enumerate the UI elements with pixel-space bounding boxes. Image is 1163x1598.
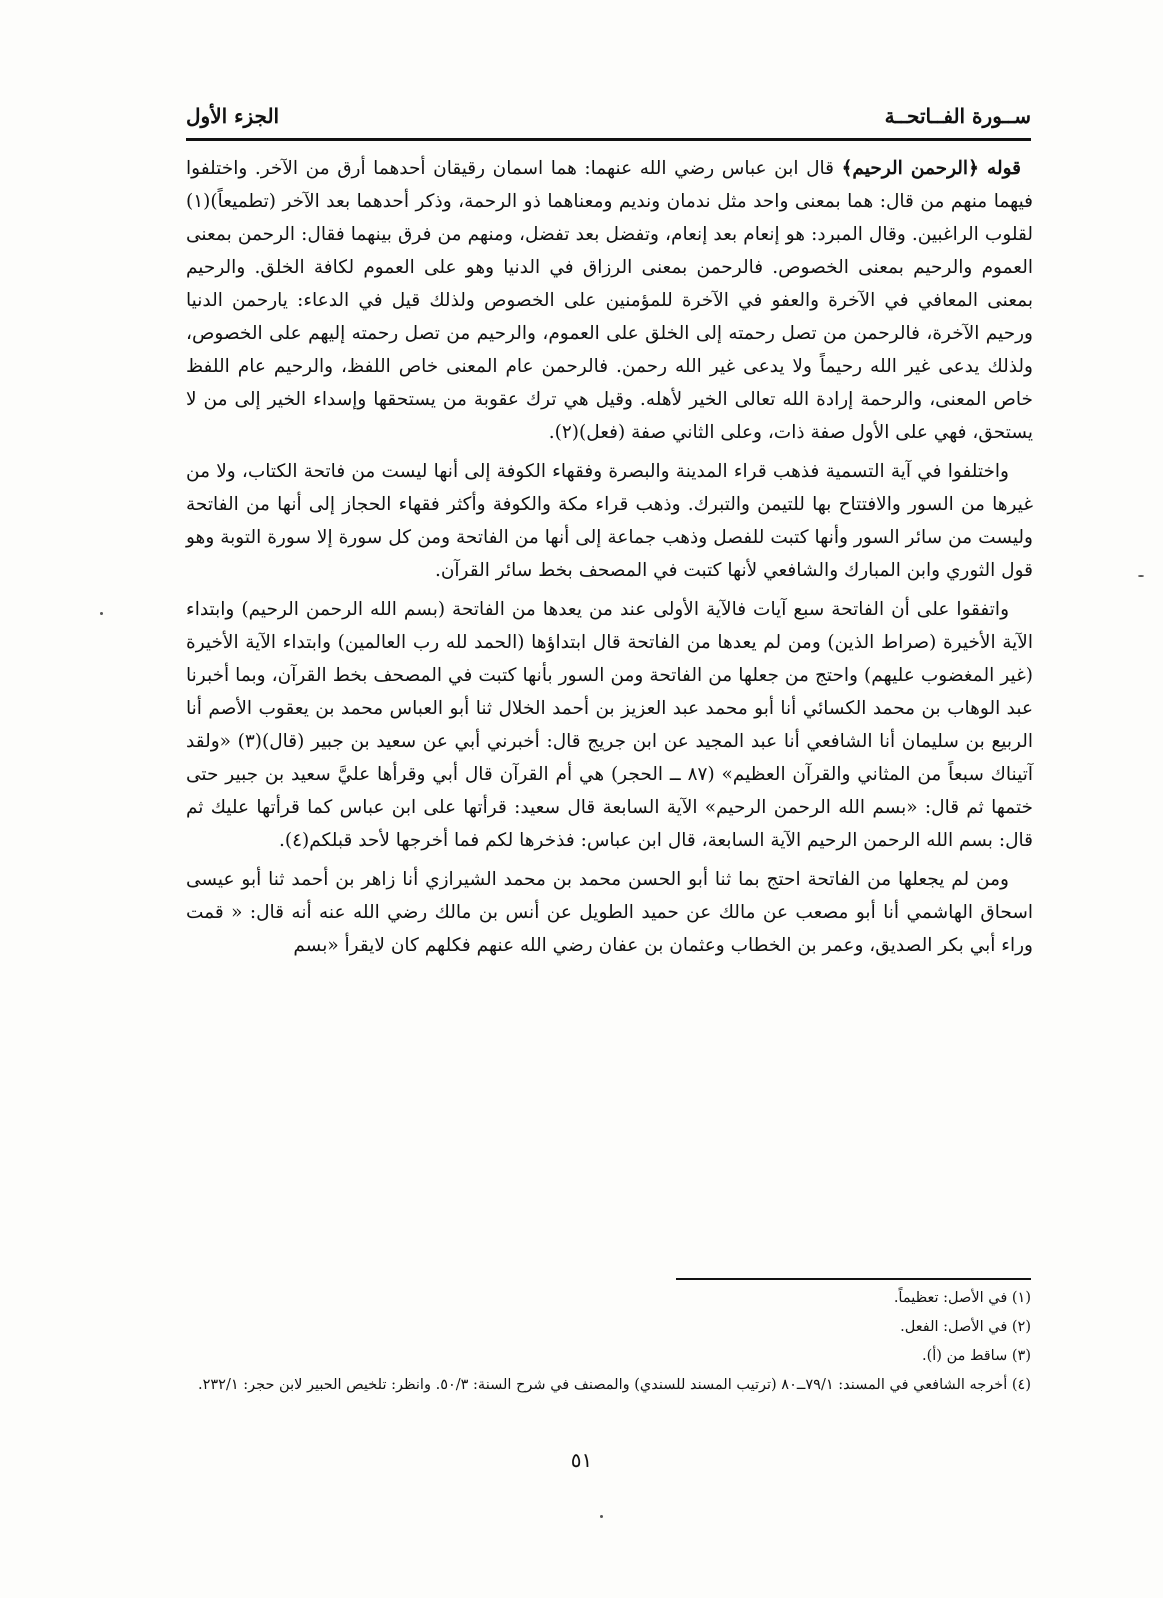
footnote-4: (٤) أخرجه الشافعي في المسند: ٧٩/١ــ٨٠ (ترتيب المسند للسندي) والمصنف في شرح السنة: ٥٠/٣. وانظر: تلخيص الحبير لابن حجر: ٢٣٢/١. (197, 1377, 1031, 1393)
header-rule (186, 138, 1031, 141)
footnote-rule (676, 1278, 1031, 1280)
paragraph-2: واختلفوا في آية التسمية فذهب قراء المدينة والبصرة وفقهاء الكوفة إلى أنها ليست من فاتحة الكتاب، ولا من غيرها من السور والافتتاح بها للتيمن والتبرك. وذهب قراء مكة والكوفة وأكثر فقهاء الحجاز إلى أنها من الفاتحة وليست من سائر السور وأنها كتبت للفصل وذهب جماعة إلى أنها من الفاتحة ومن كل سورة إلا سورة التوبة وهو قول الثوري وابن المبارك والشافعي لأنها كتبت في المصحف بخط سائر القرآن. (186, 461, 1033, 581)
paragraph-3: واتفقوا على أن الفاتحة سبع آيات فالآية الأولى عند من يعدها من الفاتحة (بسم الله الرحمن الرحيم) وابتداء الآية الأخيرة (صراط الذين) ومن لم يعدها من الفاتحة قال ابتداؤها (الحمد لله رب العالمين) وابتداء الآية الأخيرة (غير المغضوب عليهم) واحتج من جعلها من الفاتحة ومن السور بأنها كتبت في المصحف بخط القرآن، وبما أخبرنا عبد الوهاب بن محمد الكسائي أنا أبو محمد عبد العزيز بن أحمد الخلال ثنا أبو العباس محمد بن يعقوب الأصم أنا الربيع بن سليمان أنا الشافعي أنا عبد المجيد عن ابن جريج قال: أخبرني أبي عن سعيد بن جبير (قال)(٣) «ولقد آتيناك سبعاً من المثاني والقرآن العظيم» (٨٧ ــ الحجر) هي أم القرآن قال أبي وقرأها عليَّ سعيد بن جبير حتى ختمها ثم قال: «بسم الله الرحمن الرحيم» الآية السابعة قال سعيد: قرأتها على ابن عباس كما قرأتها عليك ثم قال: بسم الله الرحمن الرحيم الآية السابعة، قال ابن عباس: فذخرها لكم فما أخرجها لأحد قبلكم(٤). (186, 599, 1033, 851)
footnote-2: (٢) في الأصل: الفعل. (900, 1319, 1031, 1335)
main-text (186, 152, 1033, 968)
footnote-3: (٣) ساقط من (أ). (922, 1348, 1031, 1364)
running-header (186, 98, 1031, 134)
header-surah-title: ســورة الفــاتحــة (884, 104, 1031, 128)
footnote-1: (١) في الأصل: تعظيماً. (893, 1290, 1031, 1306)
header-part-title: الجزء الأول (186, 104, 280, 128)
paragraph-text: قال ابن عباس رضي الله عنهما: هما اسمان رقيقان أحدهما أرق من الآخر. واختلفوا فيهما منهم من قال: هما بمعنى واحد مثل ندمان ونديم ومعناهما ذو الرحمة، وذكر أحدهما بعد الآخر (تطميعاً)(١) لقلوب الراغبين. وقال المبرد: هو إنعام بعد إنعام، وتفضل بعد تفضل، ومنهم من فرق بينهما فقال: الرحمن بمعنى العموم والرحيم بمعنى الخصوص. فالرحمن بمعنى الرزاق في الدنيا وهو على العموم لكافة الخلق. والرحيم بمعنى المعافي في الآخرة والعفو في الآخرة للمؤمنين على الخصوص ولذلك قيل في الدعاء: يارحمن الدنيا ورحيم الآخرة، فالرحمن من تصل رحمته إلى الخلق على العموم، والرحيم من تصل رحمته إليهم على الخصوص، ولذلك يدعى غير الله رحيماً ولا يدعى غير الله رحمن. فالرحمن عام المعنى خاص اللفظ، والرحيم عام اللفظ خاص المعنى، والرحمة إرادة الله تعالى الخير لأهله. وقيل هي ترك عقوبة من يستحقها وإسداء الخير إلى من لا يستحق، فهي على الأول صفة ذات، وعلى الثاني صفة (فعل)(٢). (186, 158, 1033, 443)
page-number: ٥١ (570, 1448, 593, 1472)
scan-speck (600, 1515, 603, 1518)
paragraph-1 (186, 152, 1033, 449)
scan-speck (1138, 575, 1144, 577)
footnotes (186, 1284, 1031, 1400)
paragraph-lead: قوله ﴿الرحمن الرحيم﴾ (841, 158, 1022, 179)
paragraph-4: ومن لم يجعلها من الفاتحة احتج بما ثنا أبو الحسن محمد بن محمد الشيرازي أنا زاهر بن أحمد ثنا أبو عيسى اسحاق الهاشمي أنا أبو مصعب عن مالك عن حميد الطويل عن أنس بن مالك رضي الله عنه أنه قال: « قمت وراء أبي بكر الصديق، وعمر بن الخطاب وعثمان بن عفان رضي الله عنهم فكلهم كان لايقرأ «بسم (186, 869, 1033, 956)
scan-speck (100, 612, 103, 615)
